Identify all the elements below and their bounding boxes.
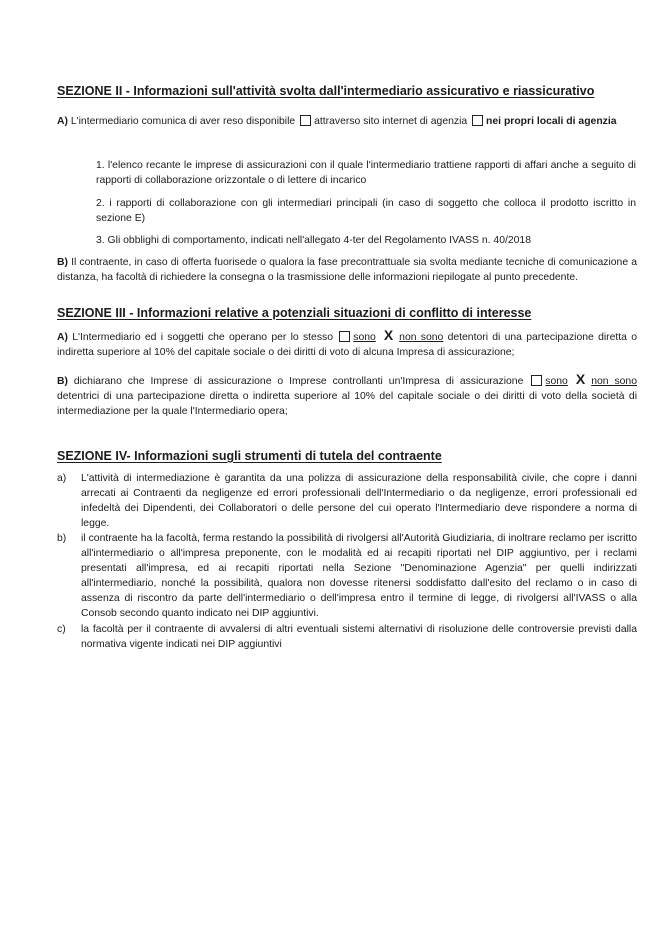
website-option-label: attraverso sito internet di agenzia [314, 116, 468, 127]
item-a-text: L'attività di intermediazione è garantita da una polizza di assicurazione della responsabilità civile, che copre i danni arrecati ai Contraenti da negligenze ed errori professionali dell'Intermediario o da negligenze, errori professionali ed infedeltà dei Dipendenti, dei Collaboratori o delle persone del cui operato l'Intermediario deve rispondere a norma di legge. [81, 473, 637, 529]
item-b-label: b) [57, 533, 67, 544]
list-item-2: 2. i rapporti di collaborazione con gli intermediari principali (in caso di soggetto che colloca il prodotto iscritto in sezione E) [96, 198, 636, 224]
s3-b-text: dichiarano che Imprese di assicurazione o Imprese controllanti un'Impresa di assicurazione [67, 376, 524, 387]
s3-a-non-sono-label: non sono [399, 332, 444, 343]
s3-b-text-2: detentrici di una partecipazione diretta o indiretta superiore al 10% del capitale sociale o dei diritti di voto della società di intermediazione per la quale l'Intermediario opera; [57, 391, 637, 417]
paragraph-a-text: L'intermediario comunica di aver reso disponibile [67, 116, 296, 127]
list-item-1: 1. l'elenco recante le imprese di assicurazioni con il quale l'intermediario trattiene rapporti di affari anche a seguito di rapporti di collaborazione orizzontale o di lettere di incarico [96, 160, 636, 186]
section-3-heading: SEZIONE III - Informazioni relative a potenziali situazioni di conflitto di interesse [57, 306, 532, 320]
s3-b-non-sono-label: non sono [591, 376, 637, 387]
s3-b-sono-label: sono [545, 376, 568, 387]
section-2-paragraph-a [57, 114, 632, 129]
paragraph-b-label: B) [57, 257, 68, 268]
section-2-title: SEZIONE II [57, 84, 123, 98]
item-b-text: il contraente ha la facoltà, ferma restando la possibilità di rivolgersi all'Autorità Giudiziaria, di inoltrare reclamo per iscritto all'intermediario o all'impresa preponente, con le modalità ed ai recapiti riportati nel DIP aggiuntivo, per i reclami presentati all'impresa, ed ai recapiti riportati nella Sezione "Denominazione Agenzia" per quelli indirizzati all'intermediario, nonché la possibilità, qualora non dovesse ritenersi soddisfatto dall'esito del reclamo o in caso di assenza di riscontro da parte dell'intermediario o dell'impresa entro il termine di legge, di rivolgersi all'IVASS o alla Consob secondo quanto indicato nei DIP aggiuntivi. [81, 533, 637, 619]
s3-a-sono-checkbox[interactable] [339, 331, 350, 342]
s3-a-label: A) [57, 332, 68, 343]
paragraph-a-label: A) [57, 116, 68, 127]
paragraph-b-text: Il contraente, in caso di offerta fuorisede o qualora la fase precontrattuale sia svolta mediante tecniche di comunicazione a distanza, ha facoltà di richiedere la consegna o la trasmissione delle informazioni riepilogate al punto precedente. [57, 257, 637, 283]
premises-option-label: nei propri locali di agenzia [486, 116, 617, 127]
section-2-heading [57, 84, 594, 98]
website-checkbox[interactable] [300, 115, 311, 126]
section-3-paragraph-a [57, 328, 637, 360]
section-3-paragraph-b [57, 372, 637, 419]
s3-a-text: L'Intermediario ed i soggetti che operano per lo stesso [67, 332, 334, 343]
s3-b-sono-checkbox[interactable] [531, 375, 542, 386]
section-4-item-c [57, 622, 637, 652]
s3-a-text-2: detentori di una partecipazione diretta o indiretta superiore al 10% del capitale sociale o dei diritti di voto di alcuna Impresa di assicurazione; [57, 332, 637, 358]
s3-a-x-mark: X [383, 327, 394, 343]
section-2-paragraph-b [57, 255, 637, 285]
list-item-3: 3. Gli obblighi di comportamento, indicati nell'allegato 4-ter del Regolamento IVASS n. 40/2018 [96, 235, 531, 246]
s3-b-label: B) [57, 376, 68, 387]
s3-b-x-mark: X [575, 371, 586, 387]
item-c-label: c) [57, 624, 66, 635]
section-4-item-a [57, 471, 637, 531]
s3-a-sono-label: sono [353, 332, 376, 343]
item-c-text: la facoltà per il contraente di avvalersi di altri eventuali sistemi alternativi di risoluzione delle controversie previsti dalla normativa vigente indicati nei DIP aggiuntivi [81, 624, 637, 650]
item-a-label: a) [57, 473, 67, 484]
section-4-heading: SEZIONE IV- Informazioni sugli strumenti di tutela del contraente [57, 449, 442, 463]
section-4-item-b [57, 531, 637, 621]
premises-checkbox[interactable] [472, 115, 483, 126]
section-2-subtitle: - Informazioni sull'attività svolta dall'intermediario assicurativo e riassicurativo [122, 84, 595, 98]
